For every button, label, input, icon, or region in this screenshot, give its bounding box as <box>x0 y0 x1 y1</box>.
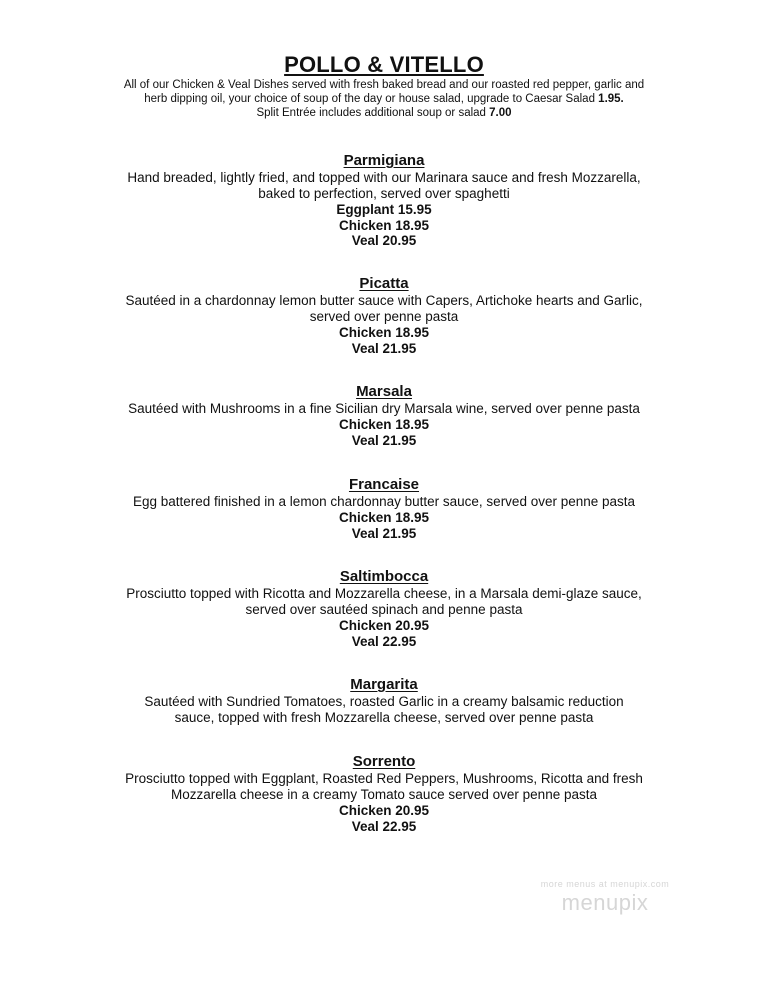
page-title: POLLO & VITELLO <box>284 52 484 77</box>
watermark-tagline: more menus at menupix.com <box>540 879 670 889</box>
item-name: Marsala <box>356 383 412 400</box>
watermark-logo: menupix <box>561 890 649 915</box>
item-price: Eggplant 15.95 <box>336 202 432 217</box>
intro-text <box>104 78 664 120</box>
item-description: Prosciutto topped with Ricotta and Mozzarella cheese, in a Marsala demi-glaze sauce, served over sautéed spinach and penne pasta <box>126 586 642 617</box>
menu-item-parmigiana <box>0 152 768 249</box>
item-name: Picatta <box>359 275 409 292</box>
item-description: Sautéed with Sundried Tomatoes, roasted Garlic in a creamy balsamic reduction sauce, topped with fresh Mozzarella cheese, served over penne pasta <box>144 694 624 725</box>
item-description: Hand breaded, lightly fried, and topped with our Marinara sauce and fresh Mozzarella, baked to perfection, served over spaghetti <box>127 170 641 201</box>
item-price: Veal 21.95 <box>351 432 417 448</box>
item-price: Veal 20.95 <box>351 233 417 248</box>
item-description: Sautéed in a chardonnay lemon butter sauce with Capers, Artichoke hearts and Garlic, served over penne pasta <box>125 293 643 324</box>
watermark <box>520 878 690 916</box>
intro-line-1: All of our Chicken & Veal Dishes served with fresh baked bread and our roasted red pepper, garlic and <box>123 79 645 91</box>
intro-line-3: Split Entrée includes additional soup or salad 7.00 <box>256 107 512 119</box>
menu-item-saltimbocca <box>0 568 768 649</box>
item-price: Veal 21.95 <box>351 340 417 356</box>
item-name: Margarita <box>350 676 418 693</box>
item-price: Veal 22.95 <box>351 633 417 649</box>
menu-item-picatta <box>0 275 768 356</box>
item-description: Prosciutto topped with Eggplant, Roasted Red Peppers, Mushrooms, Ricotta and fresh Mozzarella cheese in a creamy Tomato sauce served over penne pasta <box>125 771 643 802</box>
menu-header <box>0 52 768 120</box>
item-name: Sorrento <box>352 753 416 770</box>
item-price: Chicken 20.95 <box>338 618 430 633</box>
item-description: Egg battered finished in a lemon chardonnay butter sauce, served over penne pasta <box>132 494 636 509</box>
item-price: Chicken 18.95 <box>338 217 430 233</box>
item-price: Veal 22.95 <box>351 818 417 834</box>
menu-item-margarita <box>0 676 768 726</box>
item-name: Francaise <box>348 476 420 493</box>
intro-line-2: herb dipping oil, your choice of soup of the day or house salad, upgrade to Caesar Salad 1.95. <box>144 93 624 105</box>
item-price: Chicken 18.95 <box>338 325 430 340</box>
item-description: Sautéed with Mushrooms in a fine Sicilian dry Marsala wine, served over penne pasta <box>128 401 640 416</box>
item-price: Chicken 20.95 <box>338 803 430 818</box>
item-name: Saltimbocca <box>339 568 429 585</box>
item-price: Chicken 18.95 <box>338 510 430 525</box>
caesar-upgrade-price: 1.95. <box>598 93 624 105</box>
menu-item-francaise <box>0 476 768 541</box>
split-entree-price: 7.00 <box>489 107 512 119</box>
item-price: Veal 21.95 <box>351 525 417 541</box>
menu-item-marsala <box>0 383 768 448</box>
menu-item-sorrento <box>0 753 768 834</box>
item-name: Parmigiana <box>343 152 425 169</box>
item-price: Chicken 18.95 <box>338 417 430 432</box>
